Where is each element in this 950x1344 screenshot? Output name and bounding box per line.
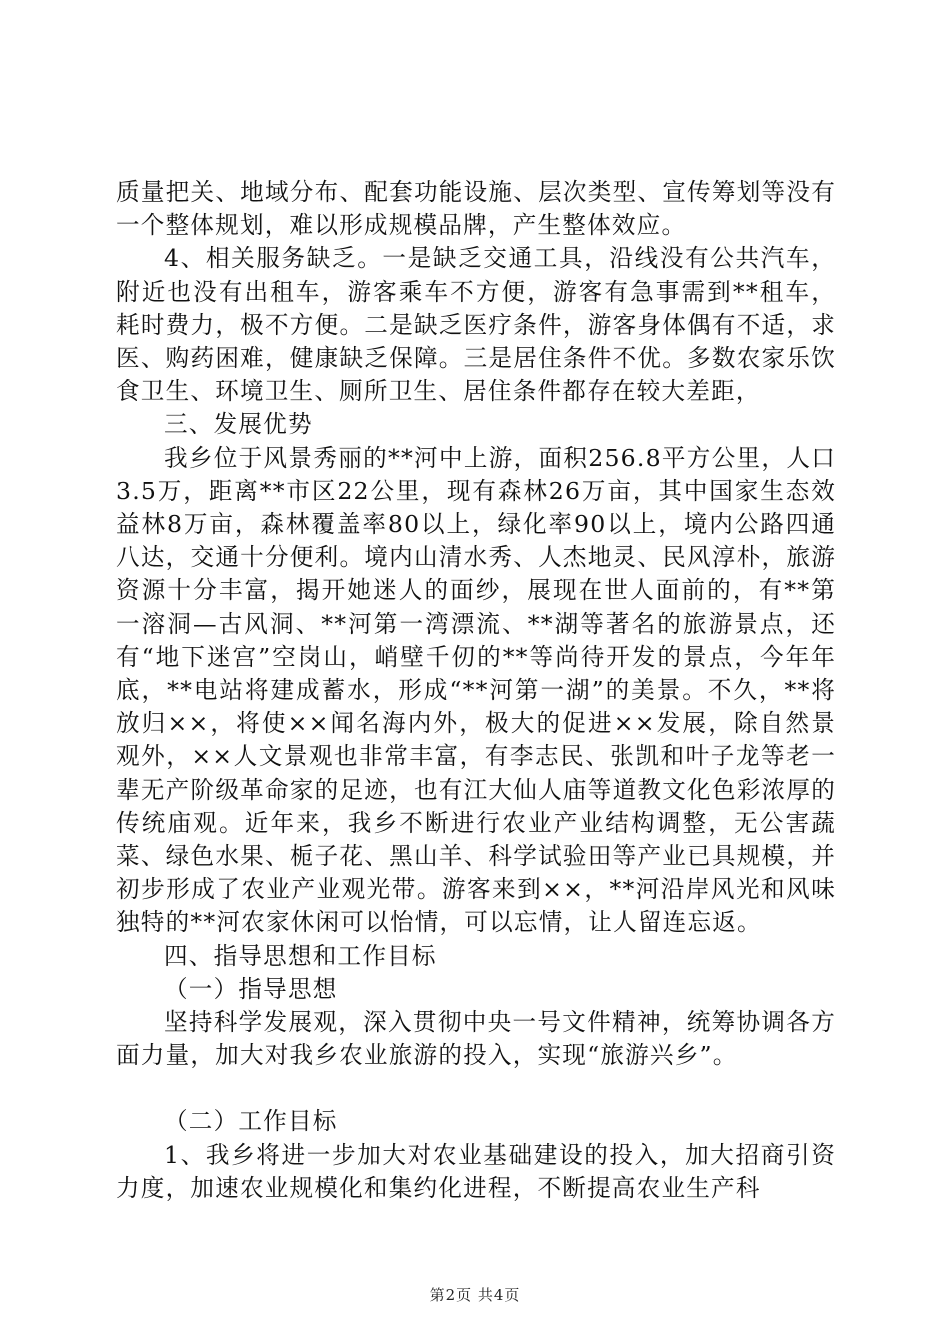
section-heading-guidance-goals: 四、指导思想和工作目标 [164, 941, 437, 970]
blank-line [116, 1072, 836, 1105]
paragraph-advantages: 我乡位于风景秀丽的**河中上游，面积256.8平方公里，人口3.5万，距离**市区22公里，现有森林26万亩，其中国家生态效益林8万亩，森林覆盖率80以上，绿化率90以上，境内公路四通八达，交通十分便利。境内山清水秀、人杰地灵、民风淳朴，旅游资源十分丰富，揭开她迷人的面纱，展现在世人面前的，有**第一溶洞—古风洞、**河第一湾漂流、**湖等著名的旅游景点，还有“地下迷宫”空岗山，峭壁千仞的**等尚待开发的景点，今年年底，**电站将建成蓄水，形成“**河第一湖”的美景。不久，**将放归××，将使××闻名海内外，极大的促进××发展，除自然景观外，××人文景观也非常丰富，有李志民、张凯和叶子龙等老一辈无产阶级革命家的足迹，也有江大仙人庙等道教文化色彩浓厚的传统庙观。近年来，我乡不断进行农业产业结构调整，无公害蔬菜、绿色水果、栀子花、黑山羊、科学试验田等产业已具规模，并初步形成了农业产业观光带。游客来到××，**河沿岸风光和风味独特的**河农家休闲可以怡情，可以忘情，让人留连忘返。 [116, 443, 836, 937]
document-body [116, 176, 836, 1205]
paragraph-goal-1: 1、我乡将进一步加大对农业基础建设的投入，加大招商引资力度，加速农业规模化和集约化进程，不断提高农业生产科 [116, 1140, 836, 1202]
section-heading-advantages: 三、发展优势 [164, 410, 313, 439]
sub-heading-guidance: （一）指导思想 [164, 974, 338, 1003]
paragraph-guidance: 坚持科学发展观，深入贯彻中央一号文件精神，统筹协调各方面力量，加大对我乡农业旅游的投入，实现“旅游兴乡”。 [116, 1008, 836, 1070]
page-number-footer: 第2页 共4页 [429, 1286, 521, 1304]
sub-heading-goals: （二）工作目标 [164, 1107, 338, 1136]
paragraph-services-lacking: 4、相关服务缺乏。一是缺乏交通工具，沿线没有公共汽车，附近也没有出租车，游客乘车不方便，游客有急事需到**租车，耗时费力，极不方便。二是缺乏医疗条件，游客身体偶有不适，求医、购药困难，健康缺乏保障。三是居住条件不优。多数农家乐饮食卫生、环境卫生、厕所卫生、居住条件都存在较大差距， [116, 244, 836, 406]
paragraph-planning-continued: 质量把关、地域分布、配套功能设施、层次类型、宣传筹划等没有一个整体规划，难以形成规模品牌，产生整体效应。 [116, 178, 836, 240]
